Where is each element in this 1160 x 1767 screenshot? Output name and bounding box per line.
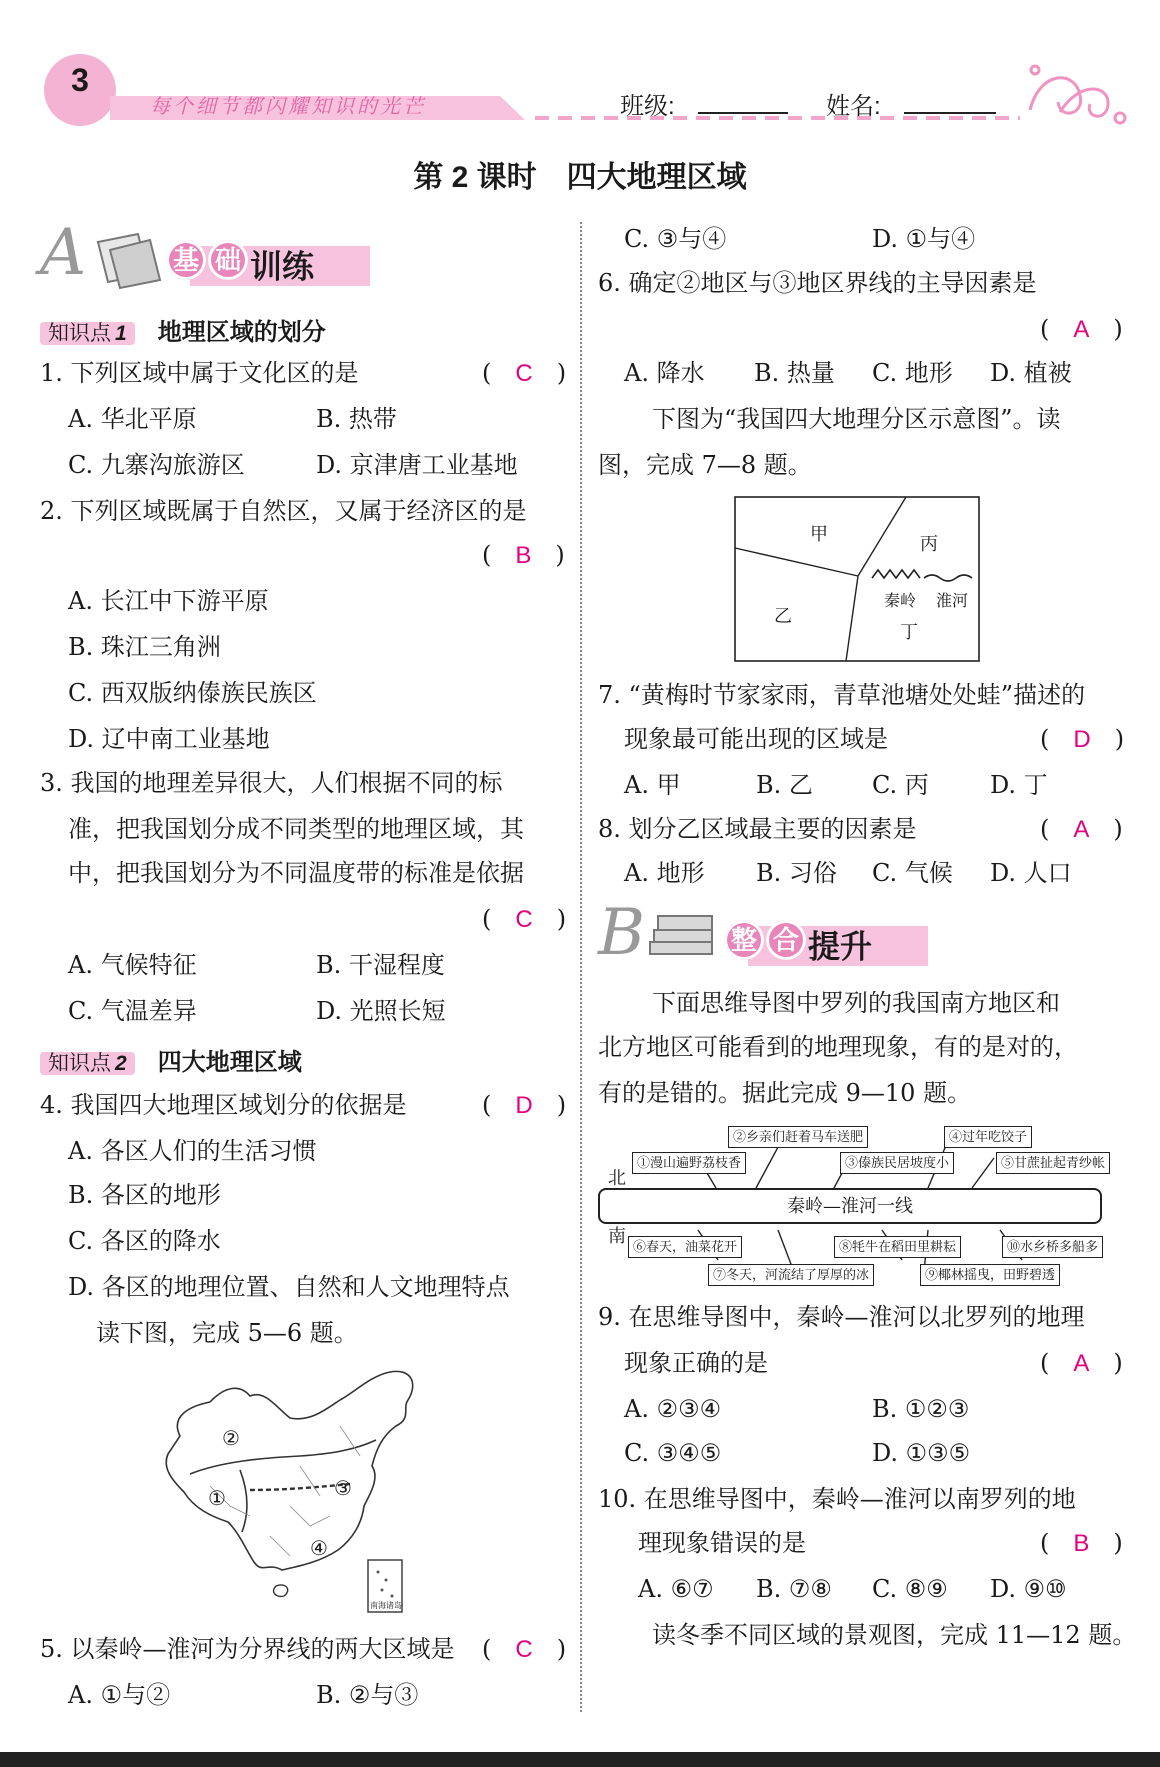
section-a-banner <box>40 216 370 292</box>
region-ding: 丁 <box>900 622 918 643</box>
section-a-rest: 训练 <box>250 248 315 285</box>
q7-option-a: A. 甲 <box>624 771 681 799</box>
read-11-12: 读冬季不同区域的景观图，完成 11—12 题。 <box>652 1621 1137 1649</box>
read-5-6: 读下图，完成 5—6 题。 <box>96 1319 358 1347</box>
q3-line2: 准，把我国划分成不同类型的地理区域，其 <box>68 815 524 843</box>
page-number: 3 <box>71 62 89 98</box>
q9-line2: 现象正确的是 <box>624 1349 768 1377</box>
kp2-title: 四大地理区域 <box>157 1049 302 1076</box>
q10-option-a: A. ⑥⑦ <box>638 1575 714 1603</box>
q3-answer: ( C ) <box>482 905 567 933</box>
knowledge-point-1 <box>40 312 326 349</box>
intro-7-8-line2: 图，完成 7—8 题。 <box>598 451 812 479</box>
q9-line1: 9. 在思维导图中，秦岭—淮河以北罗列的地理 <box>598 1303 1085 1331</box>
q2-option-c: C. 西双版纳傣族民族区 <box>68 679 317 707</box>
q4-option-a: A. 各区人们的生活习惯 <box>68 1137 317 1165</box>
q4-answer: ( D ) <box>482 1091 567 1119</box>
mindmap-center-label: 秦岭—淮河一线 <box>787 1196 913 1217</box>
mindmap-south-7: ⑦冬天，河流结了厚厚的冰 <box>708 1264 874 1286</box>
q10-line2: 理现象错误的是 <box>638 1529 806 1557</box>
q5-option-a: A. ①与② <box>68 1681 171 1709</box>
kp1-badge: 知识点 1 <box>40 322 135 345</box>
section-b-letter: B <box>598 896 646 970</box>
bottom-band <box>0 1752 1160 1767</box>
intro-9-10-line1: 下面思维导图中罗列的我国南方地区和 <box>652 989 1060 1017</box>
q7-line1: 7. “黄梅时节家家雨，青草池塘处处蛙”描述的 <box>598 681 1086 709</box>
q3-line3: 中，把我国划分为不同温度带的标准是依据 <box>68 859 524 887</box>
q6-option-d: D. 植被 <box>990 359 1072 387</box>
q6-stem: 6. 确定②地区与③地区界线的主导因素是 <box>598 269 1037 297</box>
q3-option-c: C. 气温差异 <box>68 997 197 1025</box>
section-a-char1: 基 <box>166 240 206 280</box>
hainan-island <box>274 1585 288 1596</box>
q8-option-b: B. 习俗 <box>756 859 837 887</box>
q4-option-d: D. 各区的地理位置、自然和人文地理特点 <box>68 1273 510 1301</box>
q9-option-a: A. ②③④ <box>624 1395 722 1423</box>
q1-option-c: C. 九寨沟旅游区 <box>68 451 245 479</box>
q1-stem: 1. 下列区域中属于文化区的是 <box>40 359 359 387</box>
q3-option-d: D. 光照长短 <box>316 997 446 1025</box>
q10-answer: ( B ) <box>1040 1529 1123 1557</box>
mindmap-north-label: 北 <box>608 1168 626 1189</box>
q7-option-b: B. 乙 <box>756 771 813 799</box>
map-region-2: ② <box>222 1426 240 1450</box>
mindmap-south-label: 南 <box>608 1226 626 1247</box>
q8-option-d: D. 人口 <box>990 859 1072 887</box>
name-label: 姓名: <box>826 93 881 120</box>
china-map <box>150 1366 450 1614</box>
mindmap-south-10: ⑩水乡桥多船多 <box>1002 1236 1103 1258</box>
intro-7-8-line1: 下图为“我国四大地理分区示意图”。读 <box>652 405 1061 433</box>
q2-option-a: A. 长江中下游平原 <box>68 587 269 615</box>
q2-stem: 2. 下列区域既属于自然区，又属于经济区的是 <box>40 497 527 525</box>
q6-option-c: C. 地形 <box>872 359 953 387</box>
china-map-figure <box>150 1366 450 1614</box>
q6-option-a: A. 降水 <box>624 359 705 387</box>
q10-option-b: B. ⑦⑧ <box>756 1575 832 1603</box>
map-region-3: ③ <box>334 1476 352 1500</box>
q2-option-d: D. 辽中南工业基地 <box>68 725 270 753</box>
q8-option-a: A. 地形 <box>624 859 705 887</box>
knowledge-point-2 <box>40 1042 302 1079</box>
boundary-line-2 <box>240 1470 247 1532</box>
q9-option-d: D. ①③⑤ <box>872 1439 971 1467</box>
q8-stem: 8. 划分乙区域最主要的因素是 <box>598 815 917 843</box>
column-divider <box>580 222 582 1712</box>
section-b-title <box>724 920 872 968</box>
flourish-icon <box>1030 66 1125 123</box>
region-diagram <box>734 496 980 662</box>
section-a-letter: A <box>40 216 87 290</box>
china-outline <box>166 1371 412 1570</box>
lesson-title: 第 2 课时 四大地理区域 <box>413 161 747 194</box>
q5-stem: 5. 以秦岭—淮河为分界线的两大区域是 <box>40 1635 455 1663</box>
q1-option-b: B. 热带 <box>316 405 397 433</box>
q1-option-d: D. 京津唐工业基地 <box>316 451 518 479</box>
section-b-char1: 整 <box>724 920 764 960</box>
section-b-rest: 提升 <box>808 928 873 965</box>
q8-answer: ( A ) <box>1040 815 1123 843</box>
label-qinling: 秦岭 <box>884 591 917 610</box>
q1-option-a: A. 华北平原 <box>68 405 197 433</box>
mindmap-north-3: ③傣族民居坡度小 <box>840 1152 954 1174</box>
section-a-char2: 础 <box>208 240 248 280</box>
q1-answer: ( C ) <box>482 359 567 387</box>
class-label: 班级: <box>620 93 675 120</box>
q9-option-c: C. ③④⑤ <box>624 1439 722 1467</box>
q8-option-c: C. 气候 <box>872 859 953 887</box>
label-huaihe: 淮河 <box>936 591 969 610</box>
q7-option-c: C. 丙 <box>872 771 929 799</box>
page-header <box>0 40 1160 130</box>
q7-option-d: D. 丁 <box>990 771 1048 799</box>
mindmap-north-4: ④过年吃饺子 <box>944 1126 1032 1148</box>
books-icon <box>650 916 712 954</box>
section-b-banner <box>598 896 928 972</box>
q10-line1: 10. 在思维导图中，秦岭—淮河以南罗列的地 <box>598 1485 1076 1513</box>
q3-option-b: B. 干湿程度 <box>316 951 445 979</box>
q4-stem: 4. 我国四大地理区域划分的依据是 <box>40 1091 407 1119</box>
q7-answer: ( D ) <box>1040 725 1125 753</box>
mindmap-north-5: ⑤甘蔗扯起青纱帐 <box>996 1152 1110 1174</box>
q2-answer: ( B ) <box>482 541 565 569</box>
mindmap-north-2: ②乡亲们赶着马车送肥 <box>728 1126 868 1148</box>
header-slogan: 每个细节都闪耀知识的光芒 <box>150 96 426 118</box>
mindmap-south-9: ⑨椰林摇曳，田野碧透 <box>920 1264 1060 1286</box>
class-field[interactable] <box>698 112 788 114</box>
q10-option-d: D. ⑨⑩ <box>990 1575 1067 1603</box>
q7-line2: 现象最可能出现的区域是 <box>624 725 888 753</box>
q2-option-b: B. 珠江三角洲 <box>68 633 221 661</box>
q3-option-a: A. 气候特征 <box>68 951 197 979</box>
section-b-char2: 合 <box>766 920 806 960</box>
q3-line1: 3. 我国的地理差异很大，人们根据不同的标 <box>40 769 503 797</box>
boundary-line-1 <box>190 1440 376 1474</box>
q5-option-d: D. ①与④ <box>872 225 976 253</box>
q4-option-b: B. 各区的地形 <box>68 1181 221 1209</box>
kp2-badge: 知识点 2 <box>40 1052 135 1075</box>
mindmap-south-8: ⑧牦牛在稻田里耕耘 <box>834 1236 961 1258</box>
kp1-title: 地理区域的划分 <box>157 319 326 346</box>
name-field[interactable] <box>904 112 996 114</box>
q5-answer: ( C ) <box>482 1635 567 1663</box>
mindmap-south-6: ⑥春天，油菜花开 <box>628 1236 742 1258</box>
q6-answer: ( A ) <box>1040 315 1123 343</box>
region-bing: 丙 <box>920 534 938 555</box>
region-yi: 乙 <box>774 606 792 627</box>
q5-option-c: C. ③与④ <box>624 225 727 253</box>
q10-option-c: C. ⑧⑨ <box>872 1575 948 1603</box>
q9-option-b: B. ①②③ <box>872 1395 970 1423</box>
q5-option-b: B. ②与③ <box>316 1681 419 1709</box>
section-a-title <box>166 240 314 288</box>
q9-answer: ( A ) <box>1040 1349 1123 1377</box>
region-diagram-svg <box>734 496 980 662</box>
intro-9-10-line2: 北方地区可能看到的地理现象，有的是对的， <box>598 1033 1078 1061</box>
map-region-4: ④ <box>310 1536 328 1560</box>
region-jia: 甲 <box>810 524 828 545</box>
q4-option-c: C. 各区的降水 <box>68 1227 221 1255</box>
intro-9-10-line3: 有的是错的。据此完成 9—10 题。 <box>598 1079 972 1107</box>
map-region-1: ① <box>208 1486 226 1510</box>
q6-option-b: B. 热量 <box>754 359 835 387</box>
book-icon <box>98 234 160 288</box>
mindmap-north-1: ①漫山遍野荔枝香 <box>632 1152 746 1174</box>
map-inset-label: 南海诸岛 <box>370 1601 402 1610</box>
mind-map <box>598 1122 1118 1290</box>
